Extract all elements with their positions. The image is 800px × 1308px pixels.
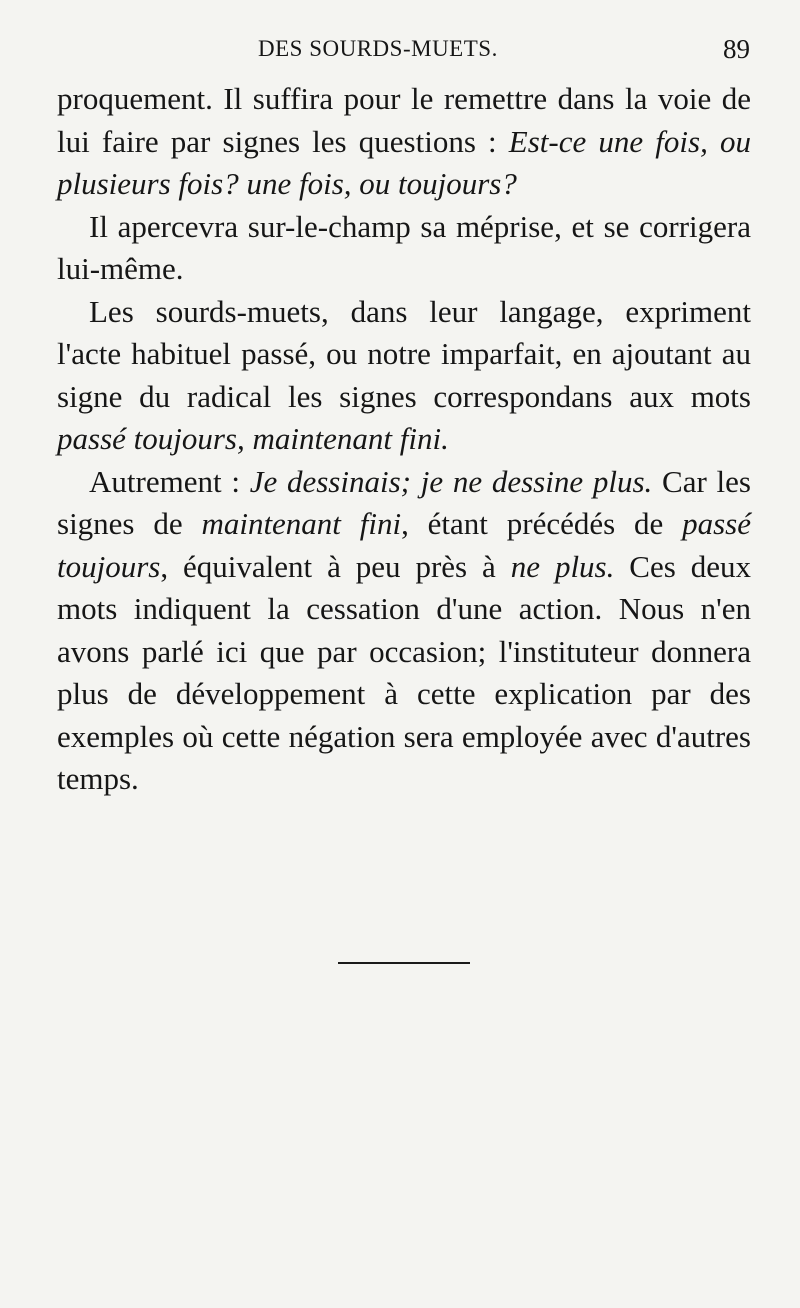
paragraph-2 (57, 206, 751, 291)
paragraph-4-italic-3: passé toujours (57, 506, 751, 584)
paragraph-1 (57, 78, 751, 206)
paragraph-3 (57, 291, 751, 461)
paragraph-4-text-4: , équivalent à peu près à (160, 548, 511, 584)
paragraph-4-text-2: Car les signes de (57, 463, 751, 541)
paragraph-1-text: proquement. Il suffira pour le remettre dans la voie de lui faire par signes les questions : (57, 81, 751, 159)
page-header (0, 34, 800, 74)
paragraph-1-italic: Est-ce une fois, ou plusieurs fois? une fois, ou toujours? (57, 123, 751, 201)
running-head: DES SOURDS-MUETS. (258, 36, 498, 61)
paragraph-4-text-1: Autrement : (89, 463, 250, 499)
paragraph-4-text-3: , étant précédés de (401, 506, 683, 541)
paragraph-4-italic-4: ne plus. (510, 548, 615, 584)
paragraph-3-text: Les sourds-muets, dans leur langage, expriment l'acte habituel passé, ou notre imparfait, en ajoutant au signe du radical les signes correspondans aux mots (57, 293, 751, 414)
body-text (57, 78, 751, 801)
paragraph-3-italic: passé toujours, maintenant fini. (57, 421, 449, 456)
paragraph-4 (57, 461, 751, 801)
end-rule (338, 962, 470, 964)
paragraph-4-text-5: Ces deux mots indiquent la cessation d'une action. Nous n'en avons parlé ici que par occasion; l'instituteur donnera plus de développement à cette explication par des exemples où cette négation sera employée avec d'autres temps. (57, 548, 751, 796)
paragraph-2-text: Il apercevra sur-le-champ sa méprise, et se corrigera lui-même. (57, 208, 751, 286)
paragraph-4-italic-1: Je dessinais; je ne dessine plus. (249, 463, 653, 499)
page-number: 89 (723, 34, 750, 64)
paragraph-4-italic-2: maintenant fini (201, 506, 402, 541)
